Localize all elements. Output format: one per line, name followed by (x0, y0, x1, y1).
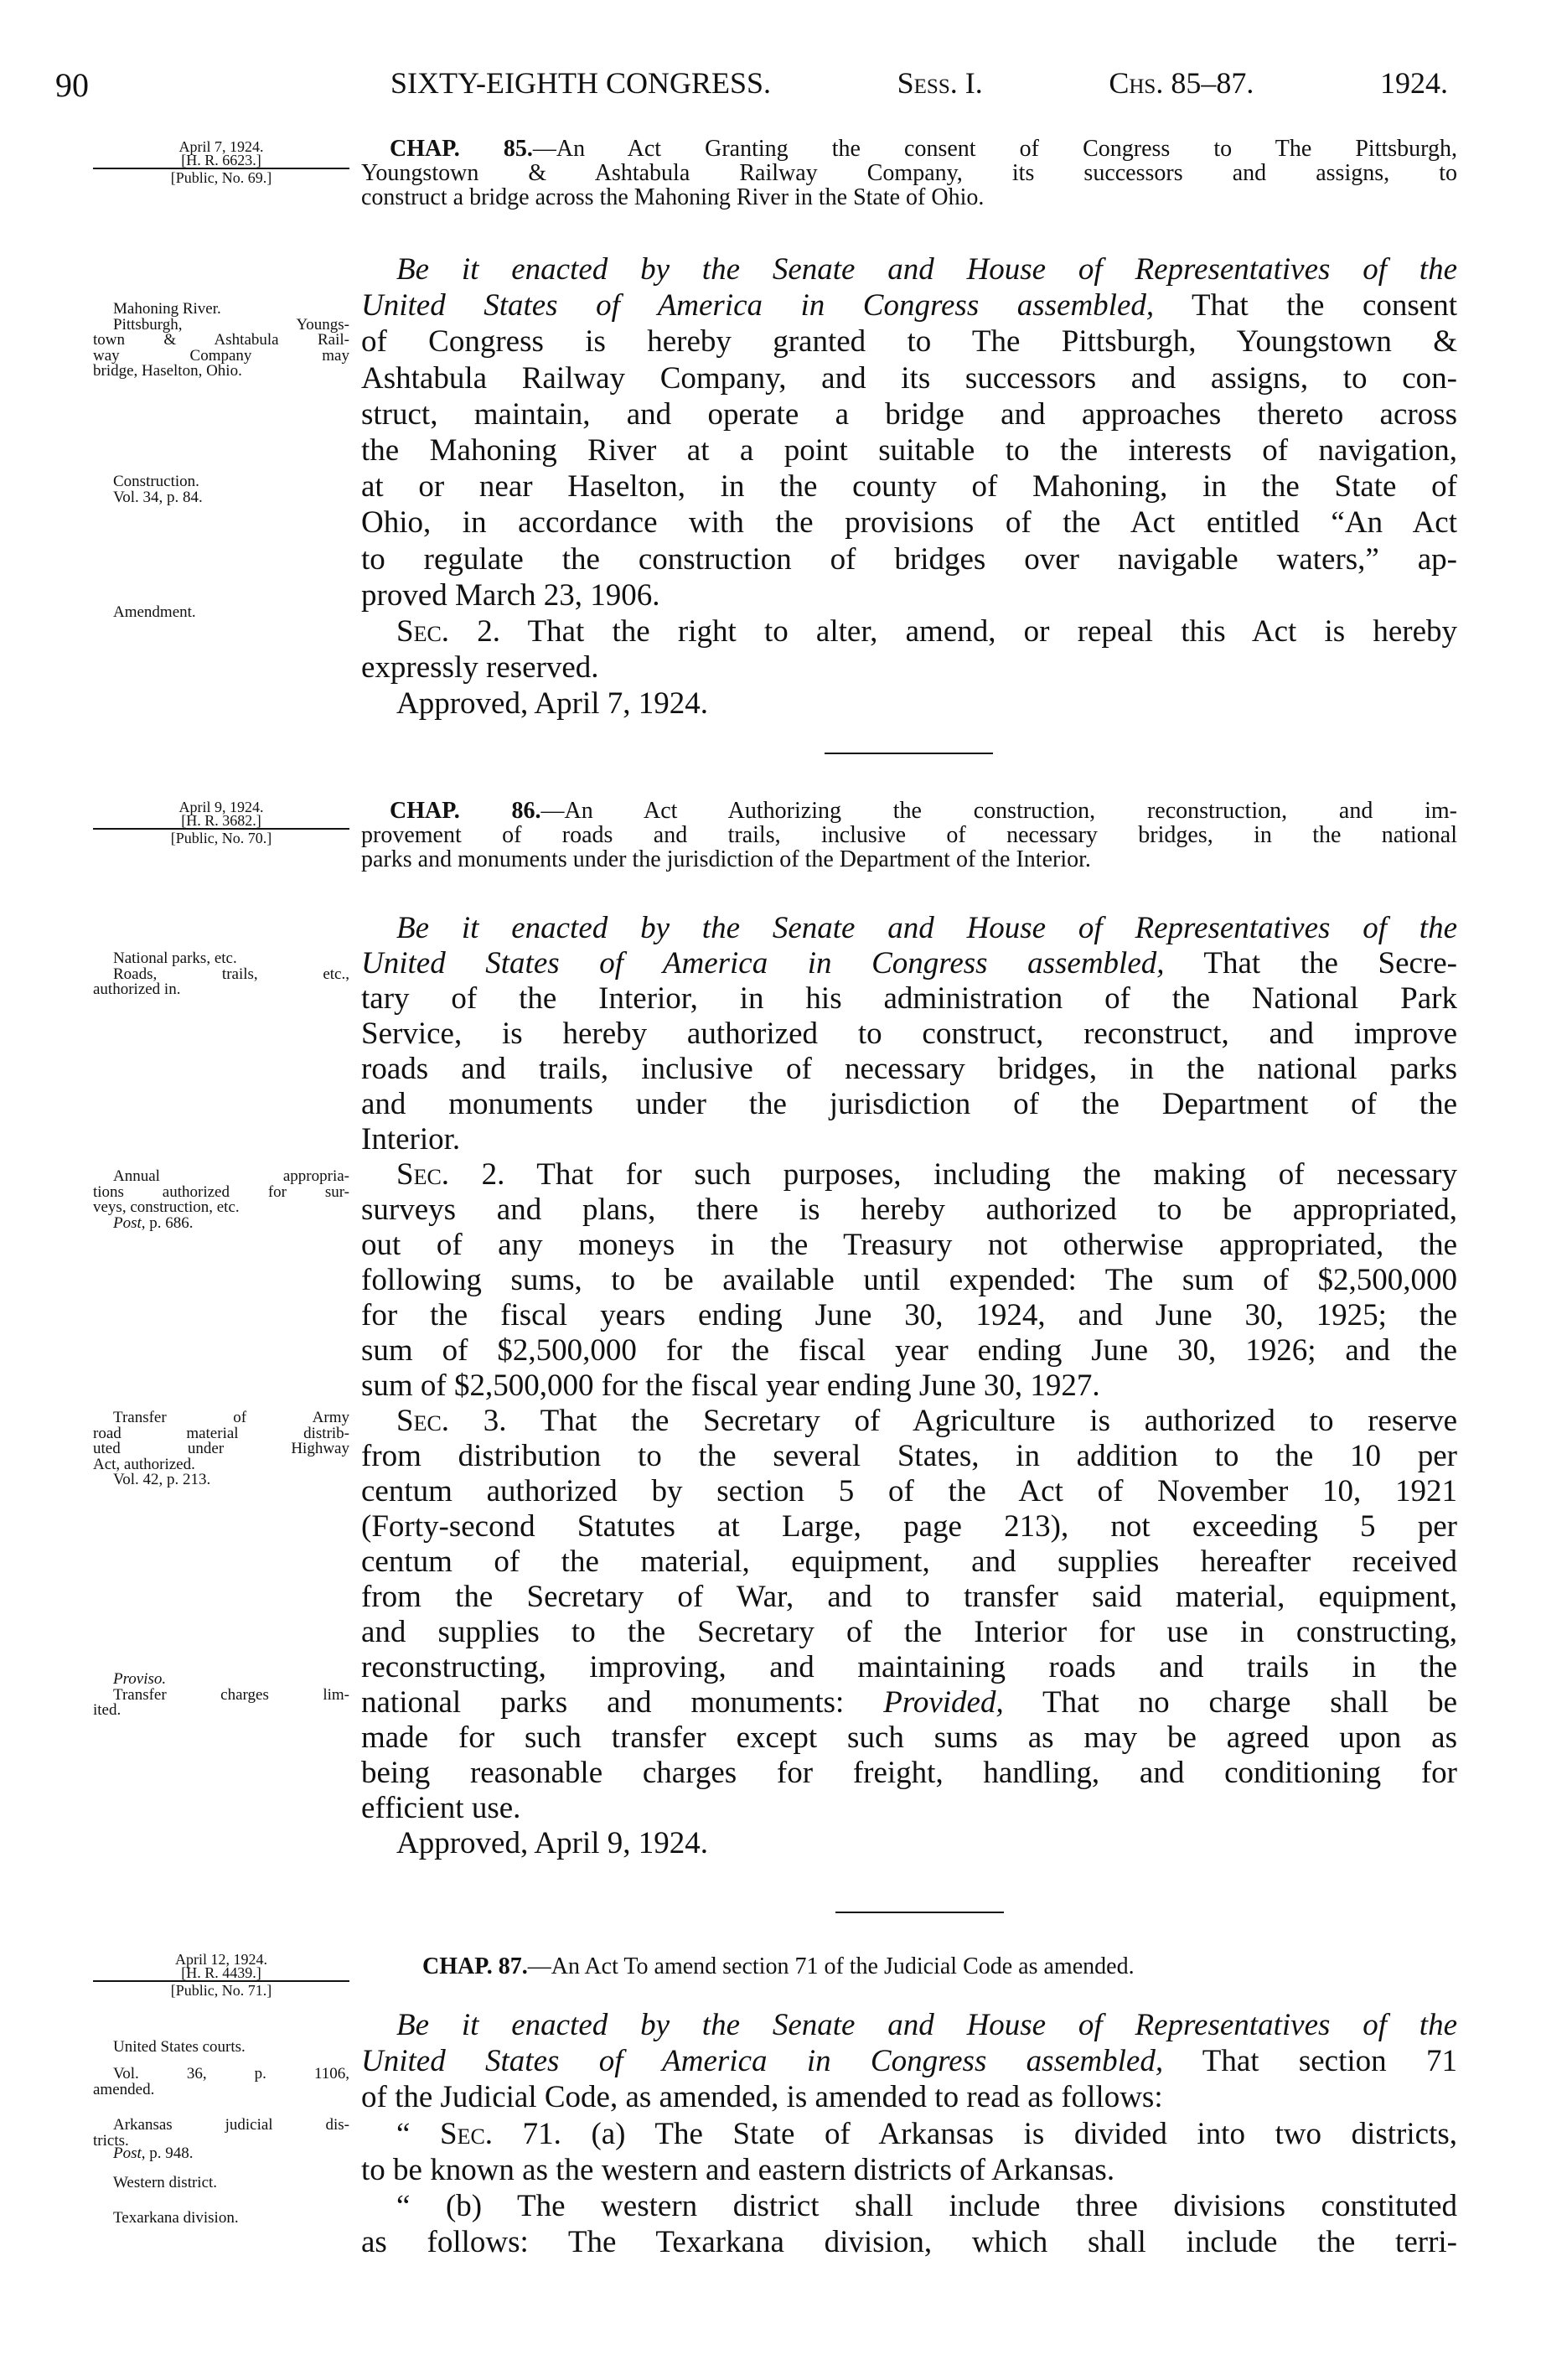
text-segment: Mahoning River. (113, 300, 221, 318)
text-segment: Act, authorized. (93, 1455, 195, 1473)
text-line (361, 1263, 1457, 1298)
text-segment: veys, construction, etc. (93, 1198, 240, 1216)
header-congress: SIXTY-EIGHTH CONGRESS. (390, 66, 772, 100)
chap87-body (361, 2007, 1457, 2260)
text-segment: and supplies to the Secretary of the Interior for use in constructing, (361, 1615, 1457, 1649)
paragraph (361, 1826, 1457, 1861)
text-segment: reconstructing, improving, and maintaining roads and trails in the (361, 1650, 1457, 1684)
text-line (93, 2040, 349, 2056)
text-line (361, 360, 1457, 396)
paragraph (361, 2007, 1457, 2116)
text-line (361, 1544, 1457, 1580)
text-segment: tions authorized for sur- (93, 1182, 349, 1201)
margin-note-amendment (93, 605, 349, 621)
paragraph (361, 2188, 1457, 2260)
margin-note-post (93, 2146, 349, 2162)
chap86-heading (361, 799, 1457, 872)
paragraph (93, 2067, 349, 2098)
text-line (361, 1298, 1457, 1333)
text-line (361, 1368, 1457, 1404)
text-line (361, 1650, 1457, 1685)
approval-date: April 12, 1924. (175, 1951, 267, 1968)
text-segment: Provided, (883, 1685, 1004, 1720)
public-law-number: [Public, No. 70.] (170, 830, 272, 846)
text-line (394, 1954, 1468, 1979)
text-segment: of Congress is hereby granted to The Pittsburgh, Youngstown & (361, 324, 1457, 360)
text-line (93, 982, 349, 998)
text-segment: road material distrib- (93, 1424, 349, 1442)
text-line (361, 161, 1457, 185)
paragraph (93, 605, 349, 621)
text-line (361, 613, 1457, 649)
paragraph (93, 1169, 349, 1216)
text-segment: CHAP. 86. (390, 798, 541, 824)
text-line (361, 1720, 1457, 1756)
text-segment: Transfer charges lim- (113, 1685, 349, 1704)
paragraph (361, 686, 1457, 722)
chap85-body (361, 251, 1457, 722)
margin-note-proviso (93, 1672, 349, 1719)
text-line (93, 1703, 349, 1719)
text-line (361, 911, 1457, 946)
text-line (361, 2079, 1457, 2115)
text-line (361, 1122, 1457, 1157)
text-line (93, 605, 349, 621)
text-segment: “ (396, 2116, 440, 2151)
text-segment: as follows: The Texarkana division, which shall include the terri- (361, 2225, 1457, 2260)
text-segment: out of any moneys in the Treasury not otherwise appropriated, the (361, 1228, 1457, 1262)
text-segment: “ (b) The western district shall include three divisions constituted (396, 2189, 1457, 2224)
text-segment: CHAP. 87. (422, 1953, 528, 1979)
text-line (361, 2043, 1457, 2079)
bill-number: [H. R. 4439.] (181, 1964, 261, 1981)
header-chapters: Chs. 85–87. (1109, 66, 1254, 100)
text-segment: sum of $2,500,000 for the fiscal year ending June 30, 1927. (361, 1368, 1100, 1403)
text-segment: sum of $2,500,000 for the fiscal year ending June 30, 1926; and the (361, 1333, 1457, 1368)
text-segment: Vol. 36, p. 1106, (113, 2065, 349, 2082)
text-segment: Arkansas judicial dis- (113, 2116, 349, 2134)
text-segment: Be it enacted by the Senate and House of Representatives of the (396, 911, 1457, 945)
text-line (361, 1826, 1457, 1861)
header-year: 1924. (1379, 66, 1448, 100)
text-segment: Pittsburgh, Youngs- (113, 315, 349, 334)
text-segment: Interior. (361, 1122, 461, 1156)
chap87-heading (394, 1954, 1468, 1979)
text-segment: 3. That the Secretary of Agriculture is authorized to reserve (449, 1404, 1457, 1438)
text-segment: That the Secre- (1164, 946, 1458, 980)
text-line (361, 1087, 1457, 1122)
text-line (93, 1685, 349, 1704)
margin-note-annual-appropriations (93, 1169, 349, 1231)
margin-note-texarkana (93, 2211, 349, 2227)
text-segment: Be it enacted by the Senate and House of Representatives of the (396, 2008, 1457, 2042)
paragraph (361, 1157, 1457, 1404)
text-segment: Be it enacted by the Senate and House of Representatives of the (396, 252, 1457, 287)
text-segment: from distribution to the several States, in addition to the 10 per (361, 1439, 1457, 1473)
text-segment: United States courts. (113, 2038, 246, 2056)
text-segment: the Mahoning River at a point suitable to the interests of navigation, (361, 433, 1457, 468)
header-session: Sess. I. (897, 66, 983, 100)
text-segment: National parks, etc. (113, 949, 237, 967)
bill-number: [H. R. 6623.] (181, 152, 261, 168)
text-segment: —An Act Granting the consent of Congress to The Pittsburgh, (532, 136, 1457, 162)
text-segment: Ohio, in accordance with the provisions of the Act entitled “An Act (361, 505, 1457, 541)
text-segment: 71. (a) The State of Arkansas is divided into two districts, (493, 2116, 1457, 2151)
text-line (361, 251, 1457, 287)
text-segment: 2. That the right to alter, amend, or repeal this Act is hereby (449, 614, 1457, 649)
text-segment: Sec. (396, 1404, 450, 1438)
bill-number: [H. R. 3682.] (181, 812, 261, 829)
paragraph (93, 2176, 349, 2191)
text-line (361, 1474, 1457, 1509)
text-segment: 2. That for such purposes, including the making of necessary (449, 1157, 1457, 1192)
text-line (361, 432, 1457, 468)
public-law-number: [Public, No. 71.] (170, 1982, 272, 1999)
text-line (361, 137, 1457, 161)
text-segment: ited. (93, 1701, 122, 1719)
text-segment: provement of roads and trails, inclusive of necessary bridges, in the national (361, 822, 1457, 848)
text-segment: expressly reserved. (361, 650, 599, 686)
text-line (361, 2224, 1457, 2260)
text-segment: Post (113, 2145, 142, 2162)
text-segment: for the fiscal years ending June 30, 1924, and June 30, 1925; the (361, 1298, 1457, 1332)
text-segment: That section 71 (1163, 2044, 1457, 2079)
text-segment: United States of America in Congress assembled, (361, 2044, 1164, 2079)
chap85-heading (361, 137, 1457, 210)
text-segment: following sums, to be available until expended: The sum of $2,500,000 (361, 1263, 1457, 1297)
text-segment: Ashtabula Railway Company, and its successors and assigns, to con- (361, 360, 1457, 396)
text-segment: efficient use. (361, 1791, 521, 1825)
text-segment: proved March 23, 1906. (361, 577, 660, 613)
margin-note-transfer (93, 1410, 349, 1488)
text-segment: to be known as the western and eastern districts of Arkansas. (361, 2152, 1115, 2187)
text-segment: Vol. 42, p. 213. (113, 1471, 211, 1488)
text-segment: Roads, trails, etc., (113, 965, 349, 983)
text-segment: Texarkana division. (113, 2209, 239, 2227)
text-line (361, 468, 1457, 504)
text-segment: parks and monuments under the jurisdiction of the Department of the Interior. (361, 846, 1091, 872)
text-line (361, 981, 1457, 1017)
text-line (361, 1017, 1457, 1052)
text-line (361, 185, 1457, 210)
text-line (361, 1685, 1457, 1720)
text-segment: town & Ashtabula Rail- (93, 331, 349, 349)
text-segment: tricts. (93, 2131, 129, 2150)
text-segment: of the Judicial Code, as amended, is amended to read as follows: (361, 2080, 1163, 2115)
approval-date: April 9, 1924. (178, 799, 264, 815)
text-segment: , p. 686. (141, 1213, 194, 1232)
text-line (361, 287, 1457, 323)
paragraph (394, 1954, 1468, 1979)
text-line (361, 2007, 1457, 2043)
paragraph (361, 799, 1457, 872)
text-segment: and monuments under the jurisdiction of the Department of the (361, 1087, 1457, 1121)
text-segment: centum authorized by section 5 of the Act of November 10, 1921 (361, 1474, 1457, 1508)
text-segment: Transfer of Army (113, 1409, 349, 1426)
text-line (93, 2211, 349, 2227)
text-line (361, 799, 1457, 823)
approval-date: April 7, 1924. (178, 138, 264, 155)
text-line (361, 2116, 1457, 2152)
chap86-date-block (93, 800, 349, 845)
chapter-separator (835, 1912, 1004, 1913)
text-segment: Service, is hereby authorized to construct, reconstruct, and improve (361, 1017, 1457, 1051)
text-line (361, 1193, 1457, 1228)
text-line (361, 686, 1457, 722)
text-segment: uted under Highway (93, 1440, 349, 1457)
margin-note-construction (93, 474, 349, 505)
paragraph (93, 490, 349, 506)
paragraph (93, 2146, 349, 2162)
paragraph (93, 1685, 349, 1719)
text-line (361, 649, 1457, 686)
public-law-number: [Public, No. 69.] (170, 169, 272, 186)
text-line (361, 2188, 1457, 2224)
text-segment: roads and trails, inclusive of necessary bridges, in the national parks (361, 1052, 1457, 1086)
text-line (93, 1213, 349, 1232)
margin-note-western (93, 2176, 349, 2191)
paragraph (361, 2116, 1457, 2188)
chap87-date-block (93, 1953, 349, 1997)
text-segment: Approved, April 7, 1924. (396, 686, 709, 722)
text-segment: way Company may (93, 346, 349, 365)
text-segment: CHAP. 85. (390, 136, 533, 162)
margin-note-mahoning (93, 302, 349, 380)
text-line (93, 2082, 349, 2098)
text-line (93, 2146, 349, 2162)
chapter-separator (825, 753, 993, 754)
text-segment: Approved, April 9, 1924. (396, 1826, 709, 1860)
text-segment: to regulate the construction of bridges over navigable waters,” ap- (361, 541, 1457, 577)
text-segment: at or near Haselton, in the county of Mahoning, in the State of (361, 469, 1457, 504)
text-line (361, 1052, 1457, 1087)
text-segment: centum of the material, equipment, and supplies hereafter received (361, 1544, 1457, 1579)
paragraph (361, 1404, 1457, 1826)
paragraph (361, 613, 1457, 686)
text-line (93, 490, 349, 506)
text-line (93, 1472, 349, 1488)
text-segment: construct a bridge across the Mahoning River in the State of Ohio. (361, 184, 985, 210)
text-line (361, 323, 1457, 360)
text-segment: —An Act To amend section 71 of the Judicial Code as amended. (527, 1953, 1135, 1979)
text-line (93, 364, 349, 380)
text-segment: Proviso. (113, 1670, 167, 1688)
text-segment: bridge, Haselton, Ohio. (93, 362, 242, 380)
text-segment: Amendment. (113, 603, 196, 621)
text-segment: Western district. (113, 2174, 218, 2191)
paragraph (93, 2040, 349, 2056)
text-line (361, 847, 1457, 872)
text-segment: United States of America in Congress assembled, (361, 946, 1165, 980)
text-segment: authorized in. (93, 980, 181, 998)
text-segment: surveys and plans, there is hereby authorized to be appropriated, (361, 1193, 1457, 1227)
text-line (361, 1615, 1457, 1650)
text-segment: tary of the Interior, in his administration of the National Park (361, 981, 1457, 1016)
text-segment: made for such transfer except such sums as may be agreed upon as (361, 1720, 1457, 1755)
text-segment: Youngstown & Ashtabula Railway Company, its successors and assigns, to (361, 160, 1457, 186)
text-line (361, 577, 1457, 613)
paragraph (93, 2211, 349, 2227)
text-line (361, 823, 1457, 847)
text-line (361, 504, 1457, 541)
text-line (361, 1791, 1457, 1826)
text-segment: Post (113, 1213, 142, 1232)
text-line (93, 2176, 349, 2191)
margin-note-us-courts (93, 2040, 349, 2056)
text-line (93, 2118, 349, 2134)
chap85-date-block (93, 140, 349, 184)
text-line (361, 1228, 1457, 1263)
paragraph (361, 137, 1457, 210)
text-segment: Sec. (396, 614, 450, 649)
text-segment: , p. 948. (141, 2145, 194, 2162)
text-line (361, 1756, 1457, 1791)
text-segment: Sec. (440, 2116, 494, 2151)
text-segment: That no charge shall be (1003, 1685, 1457, 1720)
text-line (361, 1509, 1457, 1544)
text-line (361, 541, 1457, 577)
margin-note-vol36 (93, 2067, 349, 2098)
text-line (361, 2152, 1457, 2188)
text-line (361, 1157, 1457, 1193)
text-segment: —An Act Authorizing the construction, reconstruction, and im- (540, 798, 1457, 824)
text-line (361, 396, 1457, 432)
text-segment: Construction. (113, 473, 199, 490)
text-segment: struct, maintain, and operate a bridge and approaches thereto across (361, 396, 1457, 432)
chap86-body (361, 911, 1457, 1861)
text-segment: That the consent (1154, 288, 1457, 323)
text-segment: Sec. (396, 1157, 450, 1192)
text-segment: being reasonable charges for freight, handling, and conditioning for (361, 1756, 1457, 1790)
running-header (390, 65, 1448, 101)
text-segment: Annual appropria- (113, 1167, 349, 1185)
text-line (361, 946, 1457, 981)
text-segment: Vol. 34, p. 84. (113, 488, 203, 506)
text-line (361, 1439, 1457, 1474)
text-segment: United States of America in Congress assembled, (361, 288, 1155, 323)
paragraph (93, 1213, 349, 1232)
text-segment: amended. (93, 2080, 155, 2098)
paragraph (93, 315, 349, 380)
text-line (361, 1333, 1457, 1368)
paragraph (93, 967, 349, 998)
page-number: 90 (55, 66, 89, 104)
margin-note-national-parks (93, 951, 349, 998)
text-line (361, 1404, 1457, 1439)
text-line (361, 1580, 1457, 1615)
paragraph (361, 251, 1457, 613)
text-segment: (Forty-second Statutes at Large, page 213), not exceeding 5 per (361, 1509, 1457, 1544)
paragraph (93, 1472, 349, 1488)
text-segment: from the Secretary of War, and to transfer said material, equipment, (361, 1580, 1457, 1614)
paragraph (93, 1410, 349, 1472)
text-segment: national parks and monuments: (361, 1685, 884, 1720)
paragraph (361, 911, 1457, 1157)
